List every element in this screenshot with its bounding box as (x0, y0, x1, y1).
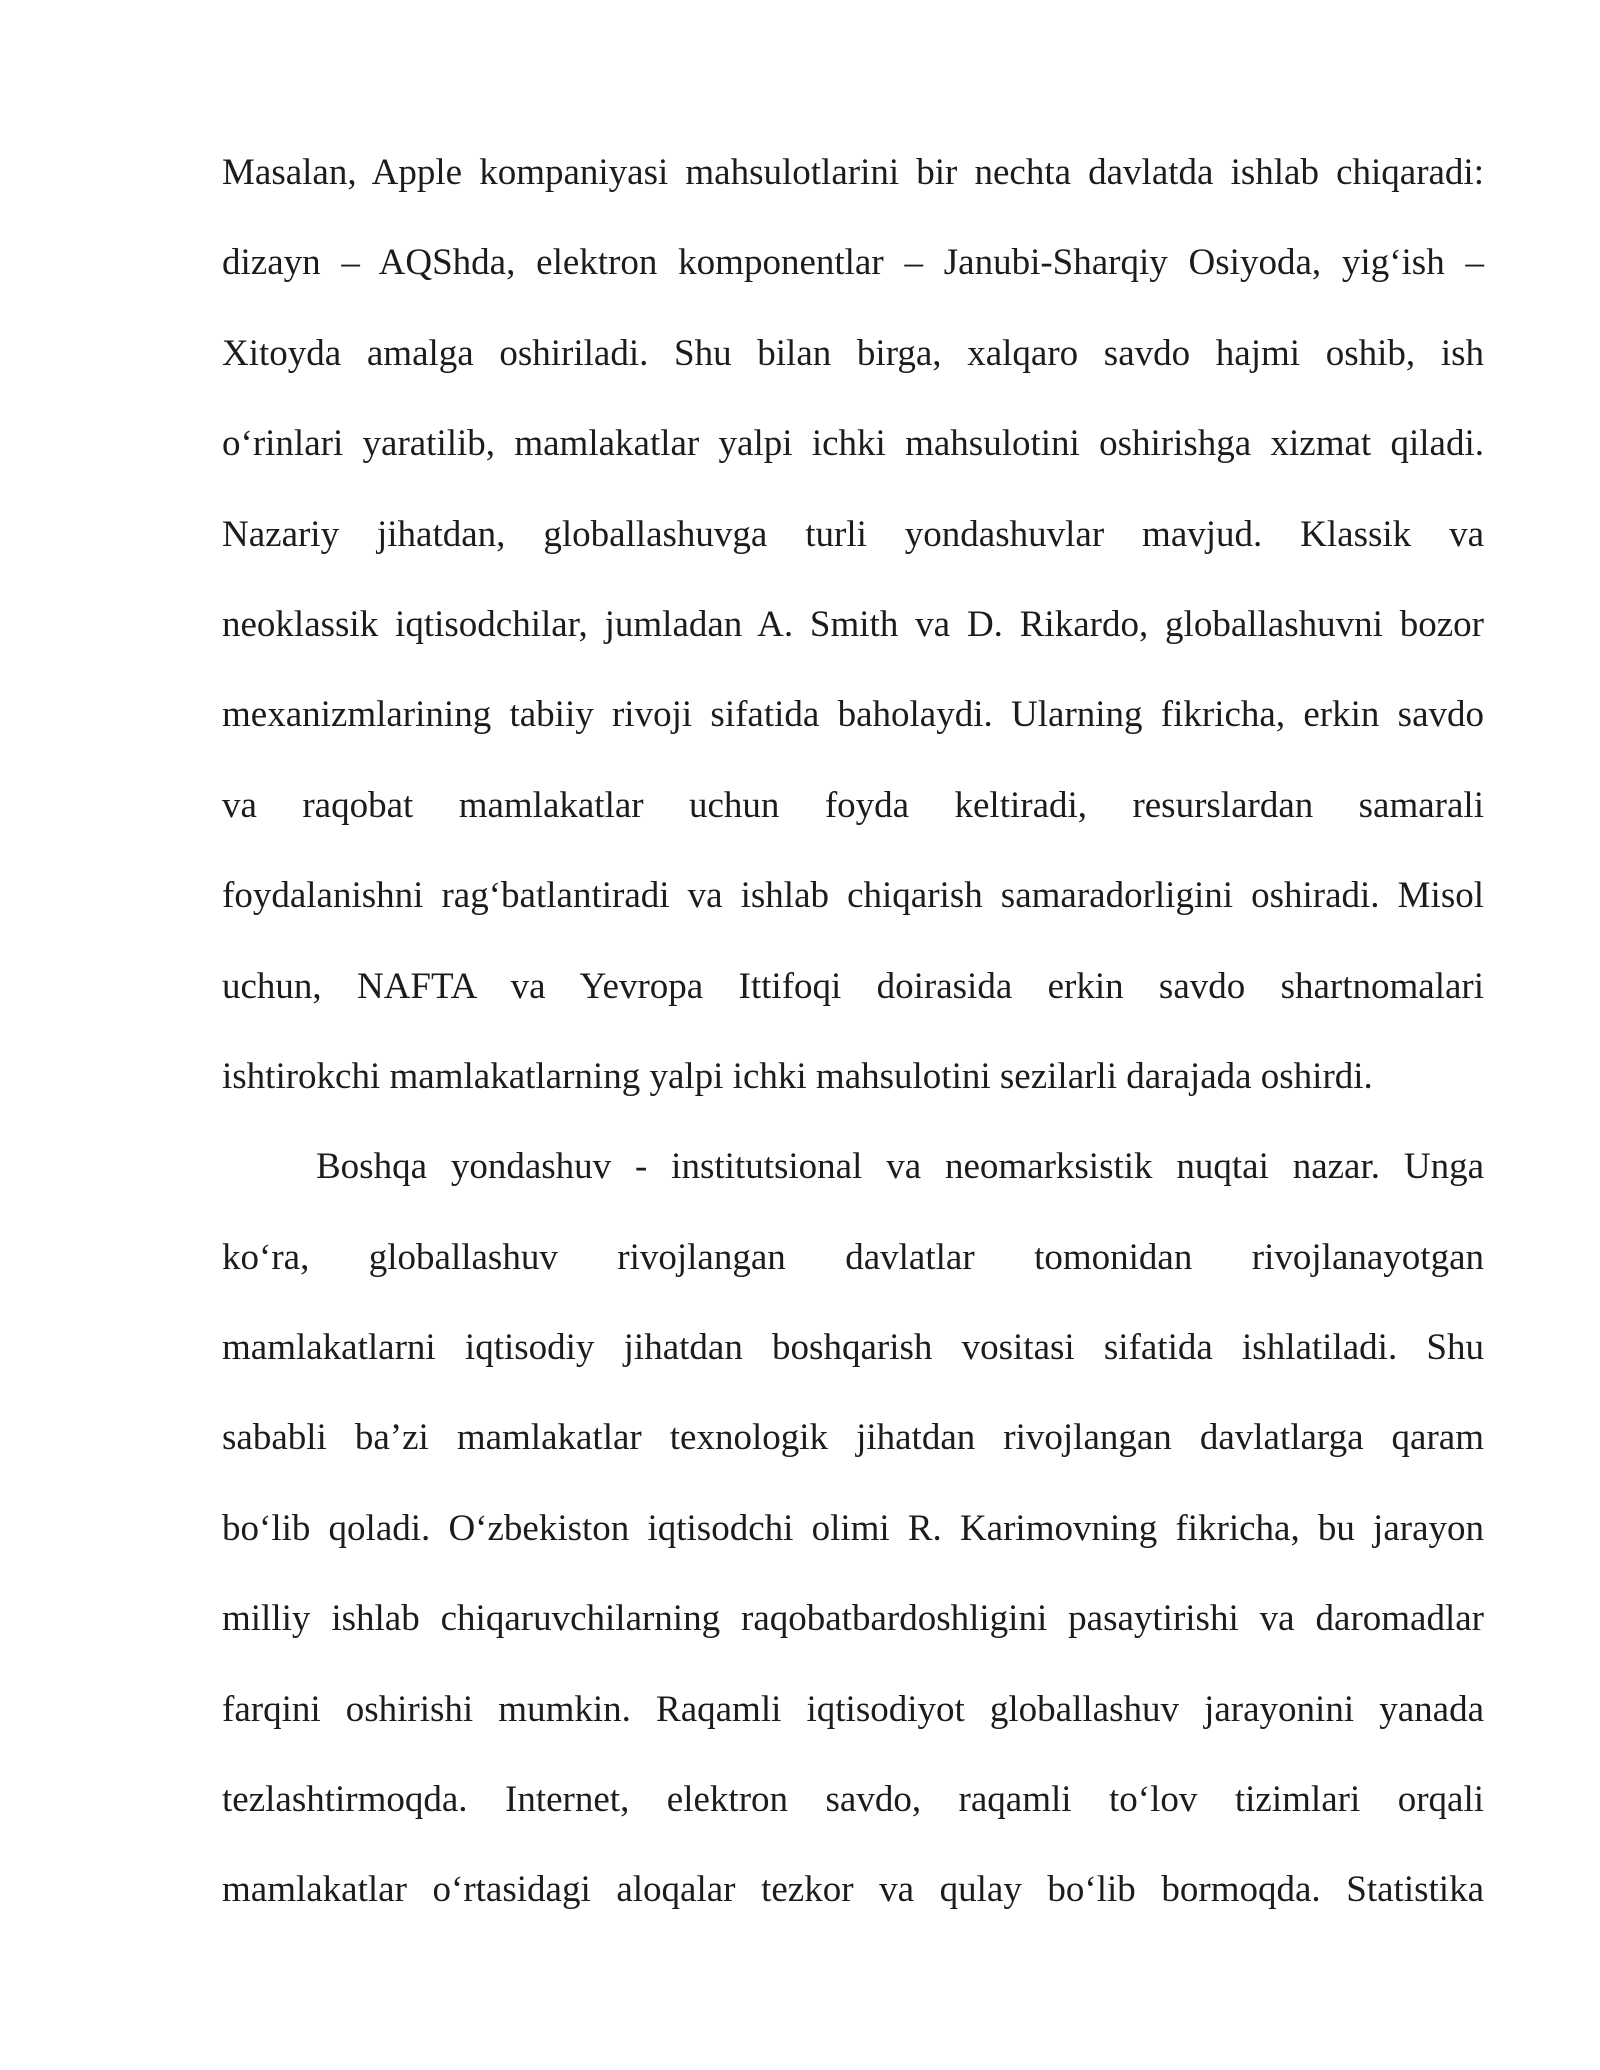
text-line: ko‘ra, globallashuv rivojlangan davlatlar tomonidan rivojlanayotgan (222, 1236, 1484, 1278)
paragraph-first-line: Boshqa yondashuv - institutsional va neomarksistik nuqtai nazar. Unga (316, 1146, 1484, 1188)
text-line: va raqobat mamlakatlar uchun foyda keltiradi, resurslardan samarali (222, 784, 1484, 826)
text-line: Xitoyda amalga oshiriladi. Shu bilan birga, xalqaro savdo hajmi oshib, ish (222, 332, 1484, 374)
text-line: sababli ba’zi mamlakatlar texnologik jihatdan rivojlangan davlatlarga qaram (222, 1417, 1484, 1459)
text-line: mamlakatlarni iqtisodiy jihatdan boshqarish vositasi sifatida ishlatiladi. Shu (222, 1327, 1484, 1369)
document-body (222, 138, 1484, 1946)
text-line: neoklassik iqtisodchilar, jumladan A. Smith va D. Rikardo, globallashuvni bozor (222, 603, 1484, 645)
paragraph-end-line: ishtirokchi mamlakatlarning yalpi ichki mahsulotini sezilarli darajada oshirdi. (222, 1055, 1373, 1097)
text-line: Masalan, Apple kompaniyasi mahsulotlarini bir nechta davlatda ishlab chiqaradi: (222, 152, 1484, 193)
text-line: Nazariy jihatdan, globallashuvga turli yondashuvlar mavjud. Klassik va (222, 513, 1484, 555)
text-line: mamlakatlar o‘rtasidagi aloqalar tezkor va qulay bo‘lib bormoqda. Statistika (222, 1869, 1484, 1911)
text-line: uchun, NAFTA va Yevropa Ittifoqi doirasida erkin savdo shartnomalari (222, 965, 1484, 1007)
text-line: farqini oshirishi mumkin. Raqamli iqtisodiyot globallashuv jarayonini yanada (222, 1688, 1484, 1730)
text-line: dizayn – AQShda, elektron komponentlar – Janubi-Sharqiy Osiyoda, yig‘ish – (222, 242, 1484, 284)
text-line: milliy ishlab chiqaruvchilarning raqobatbardoshligini pasaytirishi va daromadlar (222, 1598, 1484, 1640)
text-line: tezlashtirmoqda. Internet, elektron savdo, raqamli to‘lov tizimlari orqali (222, 1779, 1484, 1821)
text-line: o‘rinlari yaratilib, mamlakatlar yalpi ichki mahsulotini oshirishga xizmat qiladi. (222, 423, 1484, 465)
text-line: foydalanishni rag‘batlantiradi va ishlab chiqarish samaradorligini oshiradi. Misol (222, 875, 1484, 917)
text-line: bo‘lib qoladi. O‘zbekiston iqtisodchi olimi R. Karimovning fikricha, bu jarayon (222, 1507, 1484, 1549)
text-line: mexanizmlarining tabiiy rivoji sifatida baholaydi. Ularning fikricha, erkin savdo (222, 694, 1484, 736)
